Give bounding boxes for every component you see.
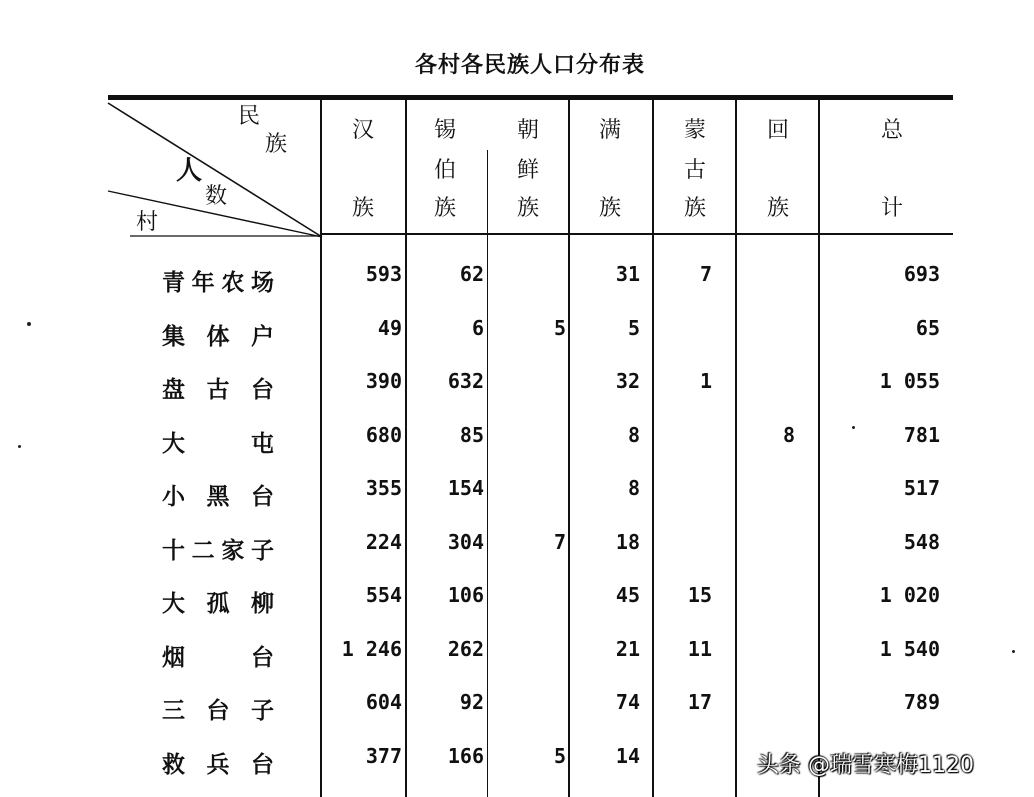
corner-header-renshu-1: 人 bbox=[176, 156, 203, 186]
col-divider-3 bbox=[487, 150, 488, 797]
col-header-chaoxian-mid: 鲜 bbox=[516, 158, 539, 183]
village-name: 救 兵 台 bbox=[162, 751, 274, 778]
cell-total: 1 055 bbox=[879, 369, 940, 393]
cell-xibo: 262 bbox=[447, 637, 484, 661]
cell-total: 548 bbox=[903, 530, 940, 554]
cell-man: 31 bbox=[615, 262, 640, 286]
cell-xibo: 166 bbox=[447, 744, 484, 768]
cell-man: 8 bbox=[627, 423, 640, 447]
cell-menggu: 1 bbox=[699, 369, 712, 393]
cell-han: 49 bbox=[377, 316, 402, 340]
corner-header-renshu-2: 数 bbox=[205, 184, 228, 209]
cell-han: 355 bbox=[365, 476, 402, 500]
scan-speck bbox=[852, 426, 855, 429]
header-bottom-rule bbox=[320, 233, 953, 235]
cell-han: 1 246 bbox=[341, 637, 402, 661]
cell-han: 390 bbox=[365, 369, 402, 393]
cell-xibo: 92 bbox=[459, 690, 484, 714]
cell-han: 593 bbox=[365, 262, 402, 286]
corner-header-minzu-1: 民 bbox=[238, 104, 261, 129]
cell-menggu: 15 bbox=[687, 583, 712, 607]
cell-total: 693 bbox=[903, 262, 940, 286]
watermark: 头条 @瑞雪寒梅1120 bbox=[757, 753, 974, 778]
cell-han: 554 bbox=[365, 583, 402, 607]
scan-speck bbox=[18, 445, 21, 448]
cell-total: 65 bbox=[915, 316, 940, 340]
cell-xibo: 154 bbox=[447, 476, 484, 500]
col-header-menggu-mid: 古 bbox=[683, 158, 706, 183]
col-header-chaoxian-bottom: 族 bbox=[516, 196, 539, 221]
col-header-hui-bottom: 族 bbox=[766, 196, 789, 221]
corner-header-village: 村 bbox=[136, 210, 159, 235]
cell-chaoxian: 7 bbox=[553, 530, 566, 554]
col-divider-4 bbox=[568, 100, 570, 797]
village-name: 大 屯 bbox=[162, 430, 274, 457]
cell-total: 1 540 bbox=[879, 637, 940, 661]
col-divider-2 bbox=[405, 100, 407, 797]
cell-menggu: 17 bbox=[687, 690, 712, 714]
col-header-han-bottom: 族 bbox=[351, 196, 374, 221]
col-header-man-bottom: 族 bbox=[598, 196, 621, 221]
village-name: 小 黑 台 bbox=[162, 483, 274, 510]
col-header-menggu-top: 蒙 bbox=[683, 118, 706, 143]
cell-xibo: 106 bbox=[447, 583, 484, 607]
col-header-chaoxian-top: 朝 bbox=[516, 118, 539, 143]
cell-xibo: 304 bbox=[447, 530, 484, 554]
village-name: 烟 台 bbox=[162, 644, 274, 671]
cell-man: 74 bbox=[615, 690, 640, 714]
cell-man: 18 bbox=[615, 530, 640, 554]
col-header-xibo-top: 锡 bbox=[433, 118, 456, 143]
cell-total: 1 020 bbox=[879, 583, 940, 607]
col-divider-5 bbox=[652, 100, 654, 797]
col-header-total-top: 总 bbox=[880, 118, 903, 143]
corner-header-minzu-2: 族 bbox=[265, 132, 288, 157]
col-header-han-top: 汉 bbox=[351, 118, 374, 143]
cell-man: 14 bbox=[615, 744, 640, 768]
cell-hui: 8 bbox=[782, 423, 795, 447]
col-header-menggu-bottom: 族 bbox=[683, 196, 706, 221]
cell-xibo: 85 bbox=[459, 423, 484, 447]
scan-speck bbox=[1012, 650, 1015, 653]
village-name: 大 孤 柳 bbox=[162, 590, 274, 617]
col-divider-6 bbox=[735, 100, 737, 797]
cell-chaoxian: 5 bbox=[553, 744, 566, 768]
village-name: 三 台 子 bbox=[162, 697, 274, 724]
col-header-total-bottom: 计 bbox=[880, 196, 903, 221]
col-header-xibo-bottom: 族 bbox=[433, 196, 456, 221]
village-name: 青 年 农 场 bbox=[162, 269, 274, 296]
cell-chaoxian: 5 bbox=[553, 316, 566, 340]
corner-diagonals bbox=[100, 95, 330, 245]
col-header-xibo-mid: 伯 bbox=[433, 158, 456, 183]
cell-han: 680 bbox=[365, 423, 402, 447]
table-title: 各村各民族人口分布表 bbox=[414, 52, 645, 78]
cell-total: 517 bbox=[903, 476, 940, 500]
cell-man: 45 bbox=[615, 583, 640, 607]
cell-total: 781 bbox=[903, 423, 940, 447]
cell-xibo: 632 bbox=[447, 369, 484, 393]
cell-han: 377 bbox=[365, 744, 402, 768]
cell-xibo: 62 bbox=[459, 262, 484, 286]
village-name: 盘 古 台 bbox=[162, 376, 274, 403]
cell-man: 5 bbox=[627, 316, 640, 340]
cell-han: 224 bbox=[365, 530, 402, 554]
cell-menggu: 11 bbox=[687, 637, 712, 661]
cell-xibo: 6 bbox=[471, 316, 484, 340]
scan-speck bbox=[27, 322, 31, 326]
col-header-hui-top: 回 bbox=[766, 118, 789, 143]
col-divider-1 bbox=[320, 100, 322, 797]
cell-man: 8 bbox=[627, 476, 640, 500]
col-header-man-top: 满 bbox=[598, 118, 621, 143]
cell-han: 604 bbox=[365, 690, 402, 714]
village-name: 集 体 户 bbox=[162, 323, 274, 350]
col-divider-7 bbox=[818, 100, 820, 797]
cell-man: 32 bbox=[615, 369, 640, 393]
village-name: 十 二 家 子 bbox=[162, 537, 274, 564]
cell-man: 21 bbox=[615, 637, 640, 661]
cell-menggu: 7 bbox=[699, 262, 712, 286]
cell-total: 789 bbox=[903, 690, 940, 714]
